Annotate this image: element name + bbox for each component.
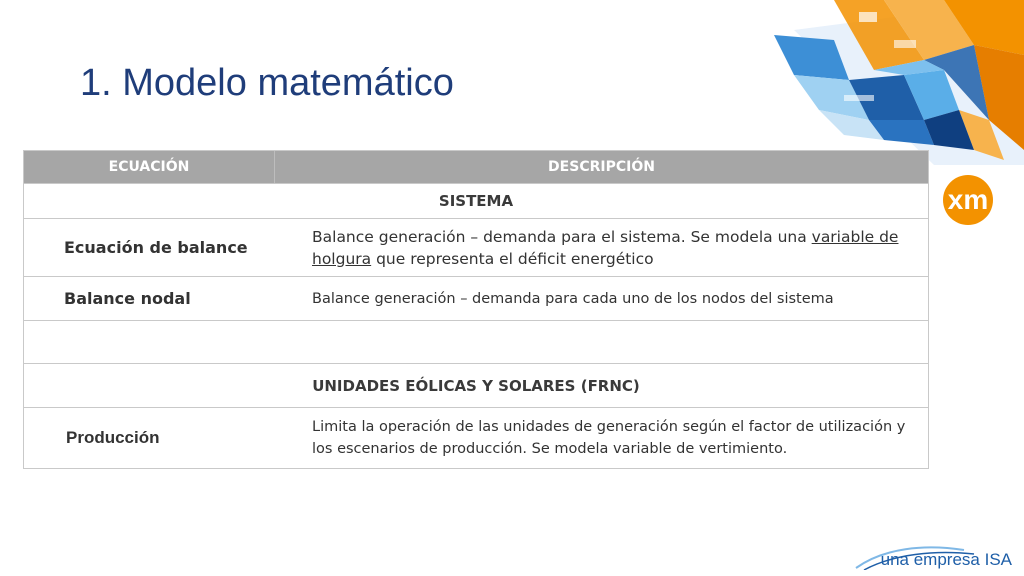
- isa-tagline: una empresa ISA: [880, 550, 1012, 569]
- table-row: [24, 277, 928, 321]
- slide-title: 1. Modelo matemático: [80, 62, 454, 104]
- header-ecuacion: ECUACIÓN: [24, 151, 275, 183]
- description-text: que representa el déficit energético: [371, 249, 654, 268]
- section-frnc: UNIDADES EÓLICAS Y SOLARES (FRNC): [24, 364, 928, 408]
- equation-description-produccion: Limita la operación de las unidades de generación según el factor de utilización y los escenarios de producción. Se modela variable de vertimiento.: [312, 419, 906, 457]
- decorative-corner-graphic: [774, 0, 1024, 165]
- equation-description-nodal: Balance generación – demanda para cada uno de los nodos del sistema: [312, 290, 834, 307]
- equation-label-produccion: Producción: [66, 428, 160, 447]
- table-row: [24, 408, 928, 468]
- description-text: Balance generación – demanda para el sistema. Se modela una: [312, 227, 812, 246]
- table-row: [24, 219, 928, 277]
- variable-holgura-link: variable de holgura: [312, 227, 899, 268]
- svg-text:xm: xm: [947, 184, 989, 215]
- empty-row: [24, 321, 928, 364]
- model-table: [23, 150, 929, 469]
- table-header-row: [24, 151, 928, 184]
- section-sistema: SISTEMA: [24, 184, 928, 219]
- equation-description-balance: [312, 219, 928, 276]
- equation-label-nodal: Balance nodal: [64, 289, 191, 308]
- xm-logo: [932, 174, 1002, 226]
- equation-label-balance: Ecuación de balance: [64, 238, 248, 257]
- header-descripcion: DESCRIPCIÓN: [548, 159, 655, 175]
